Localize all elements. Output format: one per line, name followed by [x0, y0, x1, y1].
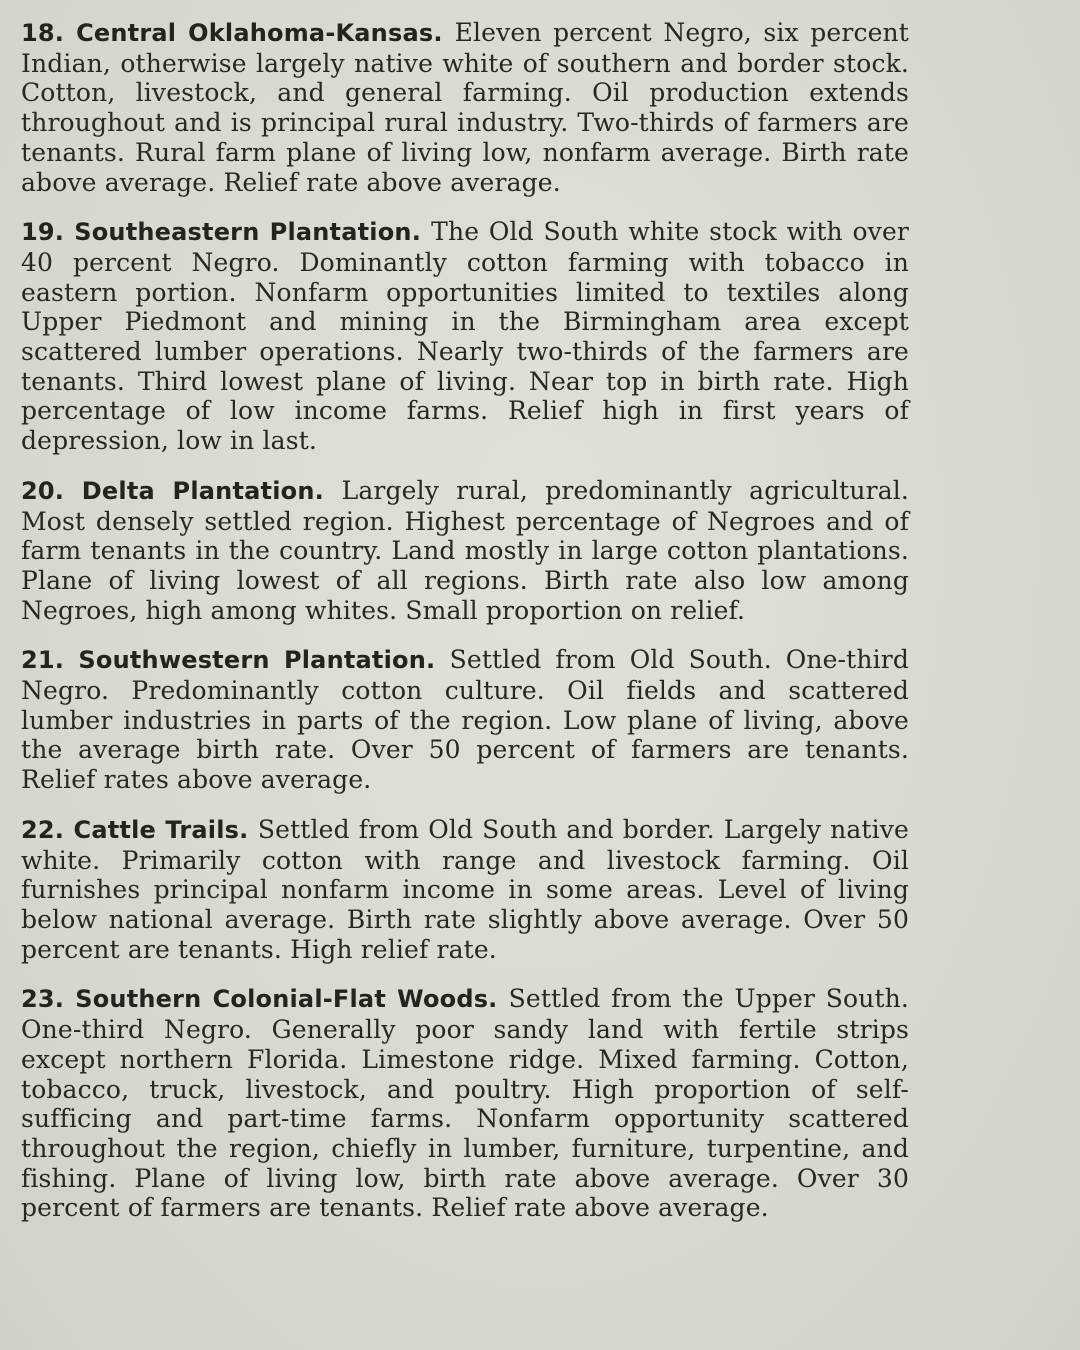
region-entry-21 [21, 645, 909, 795]
region-description-20: Largely rural, predominantly agricultural. Most densely settled region. Highest percentage of Negroes and of farm tenants in the country. Land mostly in large cotton plantations. Plane of living lowest of all regions. Birth rate also low among Negroes, high among whites. Small proportion on relief. [21, 475, 909, 625]
region-title-22: 22. Cattle Trails. [21, 815, 258, 844]
region-description-19: The Old South white stock with over 40 percent Negro. Dominantly cotton farming with tobacco in eastern portion. Nonfarm opportunities limited to textiles along Upper Piedmont and mining in the Birmingham area except scattered lumber operations. Nearly two-thirds of the farmers are tenants. Third lowest plane of living. Near top in birth rate. High percentage of low income farms. Relief high in first years of depression, low in last. [21, 217, 909, 456]
region-entry-18 [21, 18, 909, 197]
region-description-23: Settled from the Upper South. One-third Negro. Generally poor sandy land with fertile strips except northern Florida. Limestone ridge. Mixed farming. Cotton, tobacco, truck, livestock, and poultry. High proportion of self-sufficing and part-time farms. Nonfarm opportunity scattered throughout the region, chiefly in lumber, furniture, turpentine, and fishing. Plane of living low, birth rate above average. Over 30 percent of farmers are tenants. Relief rate above average. [21, 984, 909, 1223]
region-entry-19 [21, 217, 909, 456]
region-title-19: 19. Southeastern Plantation. [21, 218, 432, 247]
region-entries [21, 18, 909, 1243]
region-title-23: 23. Southern Colonial-Flat Woods. [21, 985, 509, 1014]
region-title-18: 18. Central Oklahoma-Kansas. [21, 19, 455, 47]
region-title-20: 20. Delta Plantation. [21, 476, 342, 505]
region-title-21: 21. Southwestern Plantation. [21, 646, 450, 675]
region-entry-20 [21, 476, 909, 626]
region-description-22: Settled from Old South and border. Largely native white. Primarily cotton with range and livestock farming. Oil furnishes principal nonfarm income in some areas. Level of living below national average. Birth rate slightly above average. Over 50 percent are tenants. High relief rate. [21, 814, 909, 964]
region-entry-22 [21, 815, 909, 965]
region-entry-23 [21, 984, 909, 1223]
region-description-18: Eleven percent Negro, six percent Indian, otherwise largely native white of southern and border stock. Cotton, livestock, and general farming. Oil production extends throughout and is principal rural industry. Two-thirds of farmers are tenants. Rural farm plane of living low, nonfarm average. Birth rate above average. Relief rate above average. [21, 18, 910, 197]
region-description-21: Settled from Old South. One-third Negro. Predominantly cotton culture. Oil fields and scattered lumber industries in parts of the region. Low plane of living, above the average birth rate. Over 50 percent of farmers are tenants. Relief rates above average. [21, 645, 909, 795]
